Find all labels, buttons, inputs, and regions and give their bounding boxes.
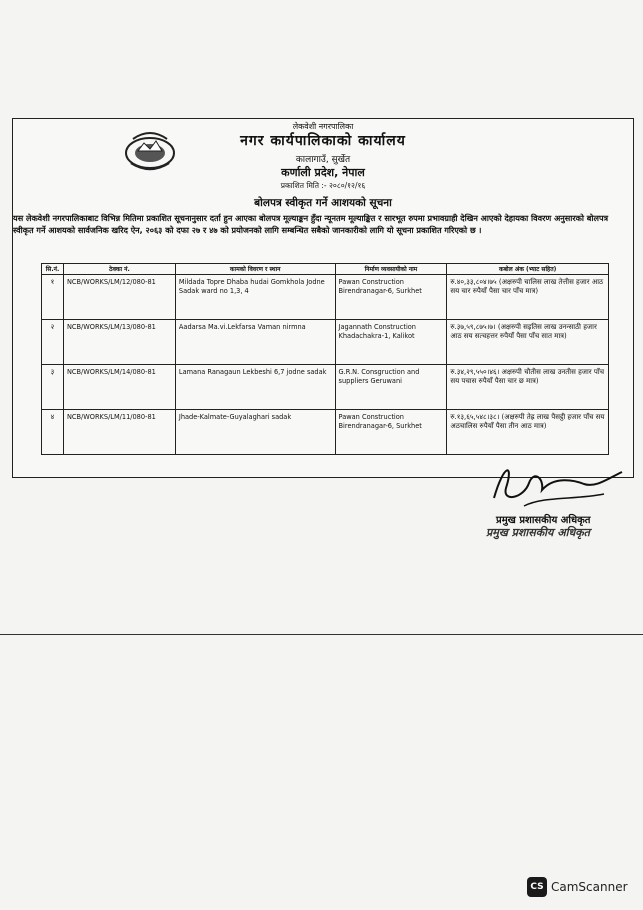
camscanner-logo-icon: CS: [527, 877, 547, 897]
row-sn: २: [42, 320, 64, 365]
row-work: Mildada Topre Dhaba hudai Gomkhola Jodne Sadak ward no 1,3, 4: [175, 275, 335, 320]
column-header-sn: सि.नं.: [42, 264, 64, 275]
row-amount: रु.३४,२९,५५०।४६। अक्षरुपी चौतीस लाख उनतीस हजार पाँच सय पचास रुपैयाँ पैसा चार छ मात्र): [447, 365, 609, 410]
row-contract: NCB/WORKS/LM/14/080-81: [63, 365, 175, 410]
row-contract: NCB/WORKS/LM/12/080-81: [63, 275, 175, 320]
row-contractor: G.R.N. Consgruction and suppliers Geruwani: [335, 365, 447, 410]
notice-document: [12, 118, 634, 478]
publish-date: प्रकाशित मिति :- २०८०/१२/१६: [280, 181, 366, 190]
row-contractor: Pawan Construction Birendranagar-6, Surkhet: [335, 275, 447, 320]
page-divider: [0, 634, 643, 635]
province-name: कर्णाली प्रदेश, नेपाल: [281, 166, 365, 179]
row-contract: NCB/WORKS/LM/13/080-81: [63, 320, 175, 365]
row-work: Lamana Ranagaun Lekbeshi 6,7 jodne sadak: [175, 365, 335, 410]
municipality-name: लेकवेशी नगरपालिका: [292, 122, 354, 131]
row-contractor: Jagannath Construction Khadachakra-1, Kalikot: [335, 320, 447, 365]
row-sn: ४: [42, 410, 64, 455]
row-contractor: Pawan Construction Birendranagar-6, Surkhet: [335, 410, 447, 455]
column-header-amount: कबोल अंक (भ्याट सहित): [447, 264, 609, 275]
row-amount: रु.३७,५९,८७५।७। (अक्षरुपी सइतिस लाख उनन्साठी हजार आठ सय सत्चहत्तर रुपैयाँ पैसा पाँच सात मात्र): [447, 320, 609, 365]
tender-table: [41, 263, 609, 455]
row-amount: रु.१३,६५,५४८।३८। (अक्षरुपी तेह्र लाख पैसट्ठी हजार पाँच सय अठचालिस रुपैयाँ पैसा तीन आठ मात्र): [447, 410, 609, 455]
table-row: [42, 410, 609, 455]
row-amount: रु.४०,३३,८०४।७५ (अक्षरुपी चालिस लाख तेत्तीस हजार आठ सय चार रुपैयाँ पैसा चार पाँच मात्र): [447, 275, 609, 320]
notice-title: बोलपत्र स्वीकृत गर्ने आशयको सूचना: [254, 197, 392, 209]
signature-title: प्रमुख प्रशासकीय अधिकृत: [496, 515, 591, 526]
signature-icon: [484, 458, 634, 518]
column-header-work: कामको विवरण र स्थान: [175, 264, 335, 275]
row-sn: १: [42, 275, 64, 320]
notice-body: यस लेकवेशी नगरपालिकाबाट विभिन्न मितिमा प्रकाशित सूचनानुसार दर्ता हुन आएका बोलपत्र मूल्याङ्कन हुँदा न्यूनतम मूल्याङ्कित र सारभूत रुपमा प्रभावग्राही देखिन आएको देहायका विवरण अनुसारको बोलपत्र स्वीकृत गर्ने आशयको सार्वजनिक खरिद ऐन, २०६३ को दफा २७ र ४७ को प्रयोजनको लागि सम्बन्धित सबैको जानकारीको लागि यो सूचना प्रकाशित गरिएको छ ।: [13, 213, 609, 235]
row-work: Aadarsa Ma.vi.Lekfarsa Vaman nirmna: [175, 320, 335, 365]
column-header-contractor: निर्माण व्यवसायीको नाम: [335, 264, 447, 275]
table-row: [42, 365, 609, 410]
office-name: नगर कार्यपालिकाको कार्यालय: [240, 133, 406, 149]
table-row: [42, 320, 609, 365]
row-contract: NCB/WORKS/LM/11/080-81: [63, 410, 175, 455]
row-work: Jhade-Kalmate-Guyalaghari sadak: [175, 410, 335, 455]
table-header-row: [42, 264, 609, 275]
column-header-contract: ठेक्का नं.: [63, 264, 175, 275]
table-row: [42, 275, 609, 320]
camscanner-watermark: CamScanner: [551, 880, 628, 894]
official-stamp: प्रमुख प्रशासकीय अधिकृत: [486, 526, 590, 539]
office-place: कालागाउँ, सुर्खेत: [295, 155, 351, 165]
row-sn: ३: [42, 365, 64, 410]
